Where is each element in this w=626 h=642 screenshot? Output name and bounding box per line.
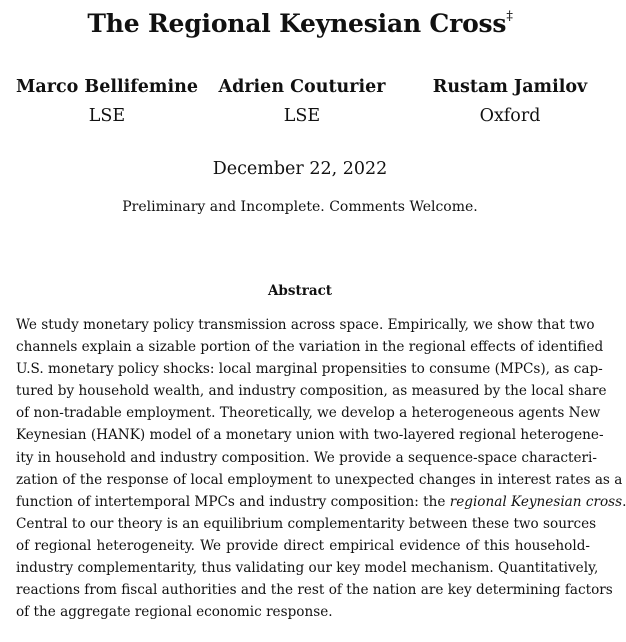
abstract-line: channels explain a sizable portion of the variation in the regional effects of identified [16,339,604,356]
abstract-line: reactions from fiscal authorities and the rest of the nation are key determining factors [16,582,613,599]
abstract-line: U.S. monetary policy shocks: local marginal propensities to consume (MPCs), as cap- [16,361,603,378]
abstract-line-text: function of intertemporal MPCs and industry composition: the [16,493,446,510]
paper-title-text: The Regional Keynesian Cross [87,9,507,38]
author-affiliation: LSE [88,106,126,126]
abstract-line: tured by household wealth, and industry composition, as measured by the local share [16,383,607,400]
abstract-line-with-italic [16,491,626,513]
abstract-line: industry complementarity, thus validating our key model mechanism. Quantitatively, [16,560,599,577]
abstract-line: Keynesian (HANK) model of a monetary union with two-layered regional heterogene- [16,427,604,444]
abstract-line: of non-tradable employment. Theoretically, we develop a heterogeneous agents New [16,405,601,422]
paper-date: December 22, 2022 [212,159,388,179]
author-name: Marco Bellifemine [16,77,198,97]
abstract-line: of the aggregate regional economic response. [16,604,333,621]
abstract-line: Central to our theory is an equilibrium complementarity between these two sources [16,515,597,532]
abstract-heading: Abstract [267,283,333,299]
abstract-line: ity in household and industry composition. We provide a sequence-space characteri- [16,449,597,466]
author-block-3 [405,76,615,127]
abstract-body [16,314,626,623]
author-block-2 [197,76,407,127]
author-name: Rustam Jamilov [432,77,588,97]
abstract-line: of regional heterogeneity. We provide direct empirical evidence of this household- [16,537,590,554]
author-block-1 [2,76,212,127]
author-name: Adrien Couturier [218,77,386,97]
paper-title [0,0,600,41]
author-affiliation: LSE [283,106,321,126]
abstract-line: We study monetary policy transmission across space. Empirically, we show that two [16,317,595,333]
abstract-italic-tail: . [622,493,626,510]
author-affiliation: Oxford [479,106,541,126]
abstract-line: zation of the response of local employment to unexpected changes in interest rates as a [16,471,623,488]
paper-status-note: Preliminary and Incomplete. Comments Welcome. [122,199,478,215]
abstract-italic-term: regional Keynesian cross [449,493,623,510]
title-footnote-mark: ‡ [506,9,513,24]
